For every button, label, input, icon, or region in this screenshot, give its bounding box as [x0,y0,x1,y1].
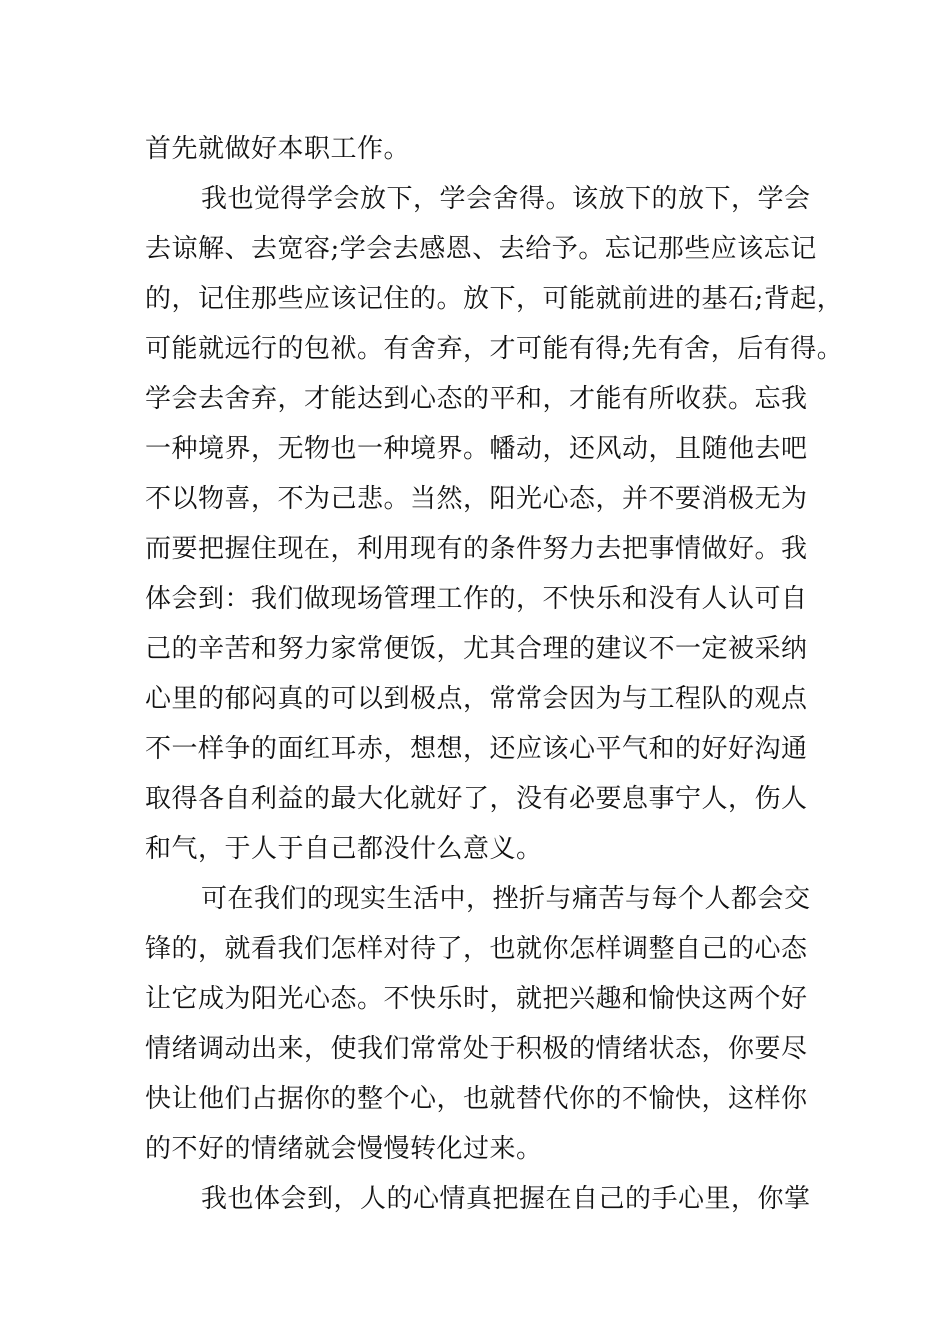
text-line: 让它成为阳光心态。不快乐时，就把兴趣和愉快这两个好 [145,984,808,1014]
text-line: 己的辛苦和努力家常便饭，尤其合理的建议不一定被采纳 [145,634,808,664]
paragraph-start-line: 可在我们的现实生活中，挫折与痛苦与每个人都会交 [201,884,811,914]
text-line: 可能就远行的包袱。有舍弃，才可能有得;先有舍，后有得。 [145,334,844,364]
text-line: 锋的，就看我们怎样对待了，也就你怎样调整自己的心态 [145,934,808,964]
text-line: 心里的郁闷真的可以到极点，常常会因为与工程队的观点 [145,684,808,714]
paragraph-start-line: 我也体会到，人的心情真把握在自己的手心里，你掌 [201,1184,811,1214]
text-line: 不一样争的面红耳赤，想想，还应该心平气和的好好沟通 [145,734,808,764]
text-line: 和气，于人于自己都没什么意义。 [145,834,543,864]
text-line: 一种境界，无物也一种境界。幡动，还风动，且随他去吧 [145,434,808,464]
text-line: 体会到：我们做现场管理工作的，不快乐和没有人认可自 [145,584,808,614]
text-line: 的不好的情绪就会慢慢转化过来。 [145,1134,543,1164]
paragraph-start-line: 我也觉得学会放下，学会舍得。该放下的放下，学会 [201,184,811,214]
text-line: 不以物喜，不为己悲。当然，阳光心态，并不要消极无为 [145,484,808,514]
text-line: 学会去舍弃，才能达到心态的平和，才能有所收获。忘我 [145,384,808,414]
text-line: 情绪调动出来，使我们常常处于积极的情绪状态，你要尽 [145,1034,808,1064]
text-line: 快让他们占据你的整个心，也就替代你的不愉快，这样你 [145,1084,808,1114]
text-line: 的，记住那些应该记住的。放下，可能就前进的基石;背起， [145,284,844,314]
text-line: 首先就做好本职工作。 [145,134,411,164]
text-line: 去谅解、去宽容;学会去感恩、去给予。忘记那些应该忘记 [145,234,817,264]
text-line: 取得各自利益的最大化就好了，没有必要息事宁人，伤人 [145,784,808,814]
text-line: 而要把握住现在，利用现有的条件努力去把事情做好。我 [145,534,808,564]
